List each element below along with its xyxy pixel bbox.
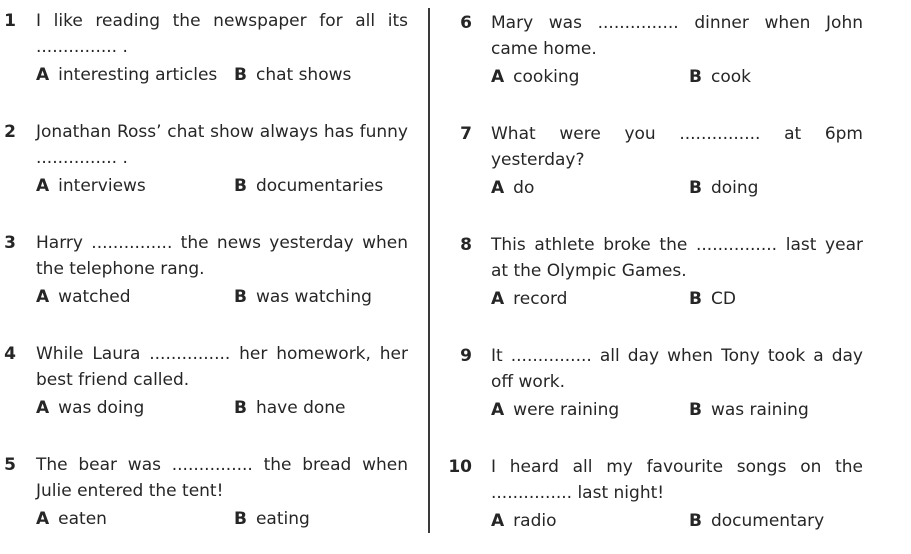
option-letter: A: [36, 65, 50, 85]
option-letter: A: [36, 176, 50, 196]
option-b: [689, 175, 758, 201]
option-letter: A: [491, 178, 505, 198]
option-letter: A: [491, 67, 505, 87]
option-b: [234, 284, 372, 310]
option-letter: B: [234, 509, 247, 529]
question-stem: I heard all my favourite songs on the ............... last night!: [491, 457, 863, 503]
question-5: [0, 452, 425, 552]
option-letter: B: [234, 398, 247, 418]
question-stem: While Laura ............... her homework, her best friend called.: [36, 344, 408, 390]
option-letter: A: [36, 398, 50, 418]
question-2: [0, 119, 425, 219]
question-stem: It ............... all day when Tony took a day off work.: [491, 346, 863, 392]
option-b: [689, 397, 809, 423]
option-text: cooking: [513, 67, 580, 87]
question-8: [440, 232, 911, 332]
option-text: documentaries: [255, 176, 384, 196]
option-text: were raining: [513, 400, 620, 420]
option-b: [234, 62, 351, 88]
question-1: [0, 8, 425, 108]
option-a: [36, 395, 144, 421]
column-divider: [428, 8, 430, 533]
question-number: 4: [4, 344, 16, 364]
option-a: [36, 506, 107, 532]
option-text: interesting articles: [58, 65, 218, 85]
option-a: [36, 284, 131, 310]
question-number: 3: [4, 233, 16, 253]
question-stem: Harry ............... the news yesterday when the telephone rang.: [36, 233, 408, 279]
option-text: watched: [58, 287, 131, 307]
question-stem: Jonathan Ross’ chat show always has funny ............... .: [36, 122, 408, 168]
question-number: 8: [460, 235, 472, 255]
option-letter: B: [234, 65, 247, 85]
option-a: [36, 173, 146, 199]
option-a: [491, 64, 579, 90]
question-stem: The bear was ............... the bread when Julie entered the tent!: [36, 455, 408, 501]
option-text: do: [513, 178, 535, 198]
option-text: chat shows: [255, 65, 352, 85]
option-a: [491, 397, 619, 423]
option-b: [689, 64, 751, 90]
option-text: was doing: [58, 398, 145, 418]
question-6: [440, 10, 911, 110]
option-b: [234, 506, 310, 532]
option-text: eating: [255, 509, 310, 529]
question-number: 7: [460, 124, 472, 144]
option-b: [234, 395, 346, 421]
option-text: doing: [710, 178, 759, 198]
option-text: documentary: [710, 511, 825, 531]
option-text: was watching: [255, 287, 372, 307]
option-letter: B: [689, 511, 702, 531]
option-b: [689, 508, 824, 534]
option-letter: A: [491, 400, 505, 420]
question-number: 1: [4, 11, 16, 31]
option-a: [491, 175, 534, 201]
option-text: record: [513, 289, 568, 309]
option-letter: A: [491, 511, 505, 531]
question-10: [440, 454, 911, 554]
option-text: eaten: [58, 509, 107, 529]
option-letter: B: [689, 289, 702, 309]
question-number: 10: [448, 457, 472, 477]
question-7: [440, 121, 911, 221]
option-b: [234, 173, 383, 199]
question-3: [0, 230, 425, 330]
option-text: have done: [255, 398, 346, 418]
option-letter: B: [234, 287, 247, 307]
question-stem: I like reading the newspaper for all its ............... .: [36, 11, 408, 57]
option-a: [491, 508, 557, 534]
question-stem: What were you ............... at 6pm yesterday?: [491, 124, 863, 170]
option-a: [491, 286, 567, 312]
option-text: CD: [710, 289, 736, 309]
option-a: [36, 62, 217, 88]
question-stem: This athlete broke the ............... last year at the Olympic Games.: [491, 235, 863, 281]
question-stem: Mary was ............... dinner when John came home.: [491, 13, 863, 59]
option-text: radio: [513, 511, 557, 531]
option-b: [689, 286, 736, 312]
option-letter: B: [689, 67, 702, 87]
option-letter: B: [689, 400, 702, 420]
question-number: 2: [4, 122, 16, 142]
option-letter: A: [36, 509, 50, 529]
option-text: interviews: [58, 176, 146, 196]
question-4: [0, 341, 425, 441]
option-letter: A: [36, 287, 50, 307]
question-number: 9: [460, 346, 472, 366]
option-letter: A: [491, 289, 505, 309]
option-text: cook: [710, 67, 751, 87]
option-letter: B: [689, 178, 702, 198]
question-number: 5: [4, 455, 16, 475]
option-text: was raining: [710, 400, 809, 420]
question-number: 6: [460, 13, 472, 33]
option-letter: B: [234, 176, 247, 196]
question-9: [440, 343, 911, 443]
